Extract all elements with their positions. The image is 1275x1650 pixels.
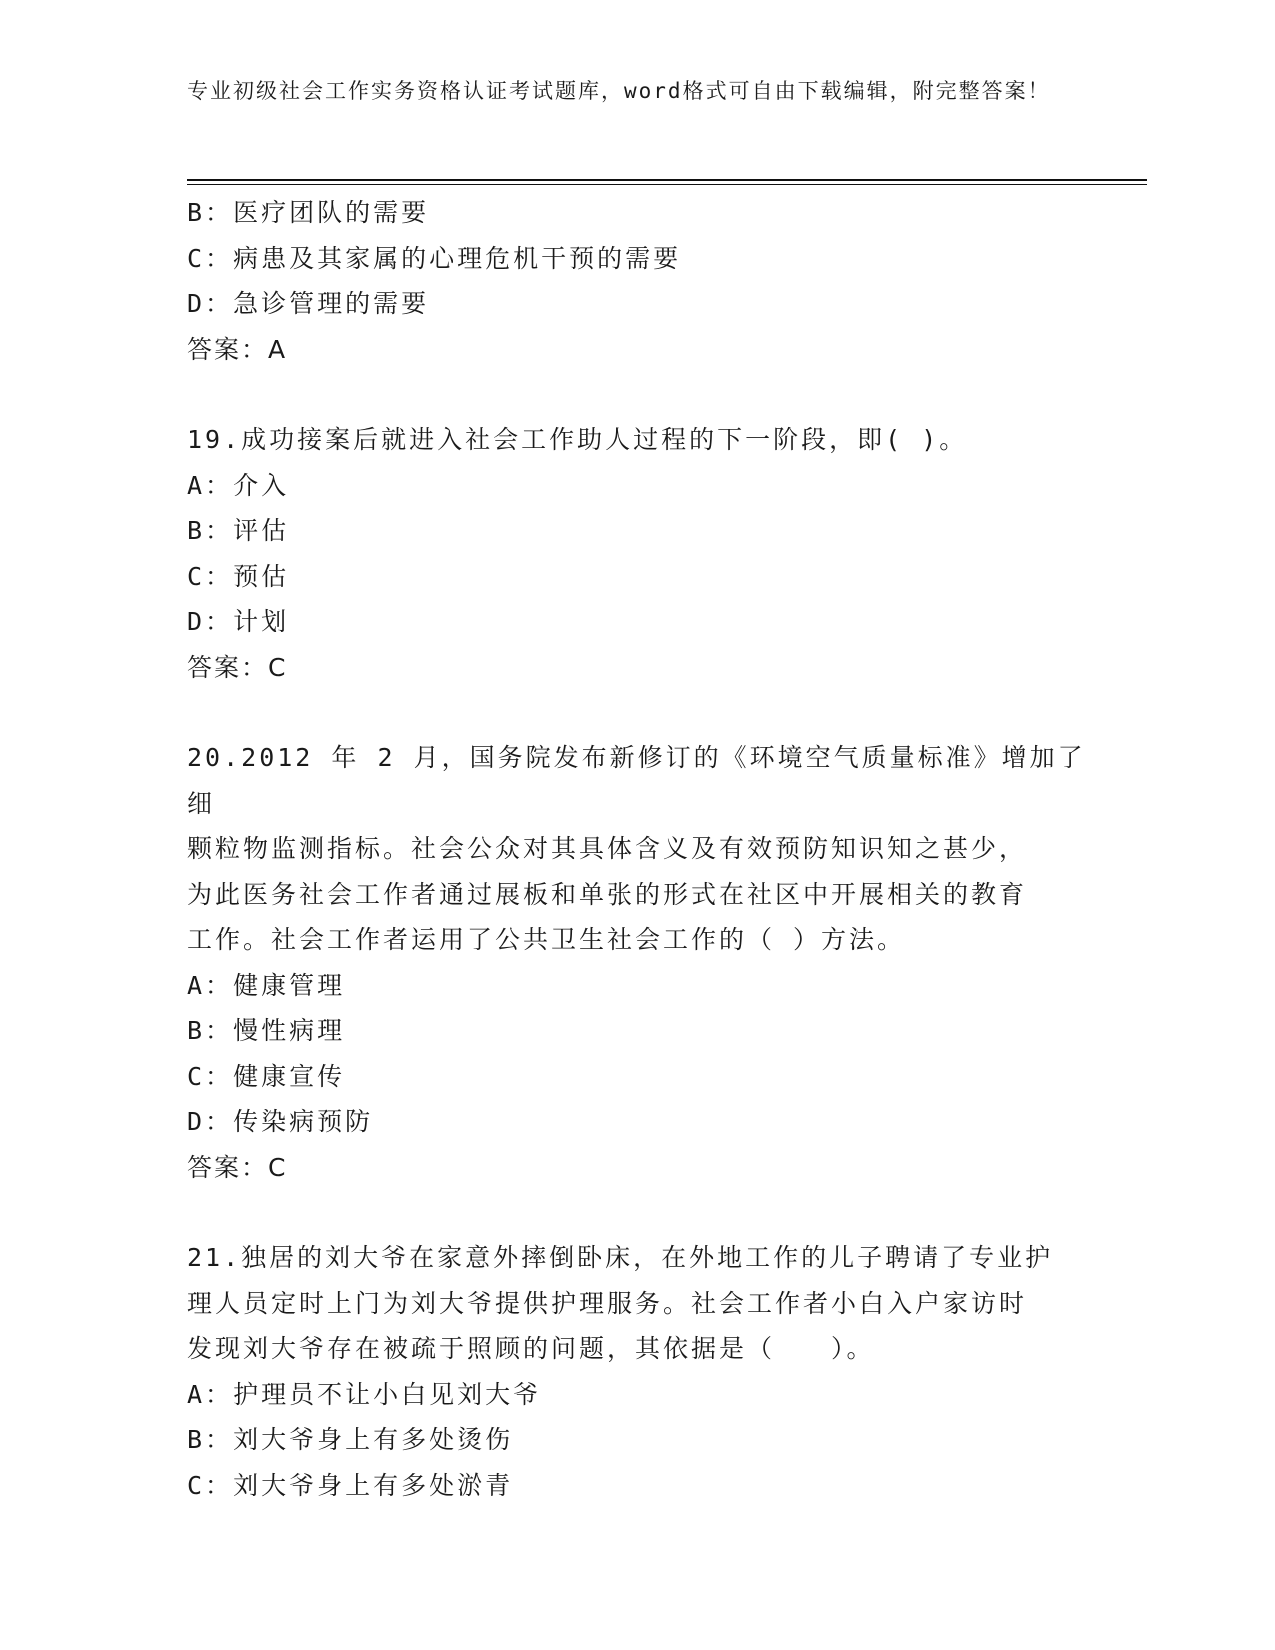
question-continued [187,190,1087,372]
spacer [187,372,1087,417]
option-b: B：评估 [187,516,290,545]
spacer [187,690,1087,735]
option-a: A：护理员不让小白见刘大爷 [187,1379,542,1409]
option-b: B：医疗团队的需要 [187,198,430,227]
stem-line: 发现刘大爷存在被疏于照顾的问题，其依据是（ ）。 [187,1334,875,1363]
stem-line: 21.独居的刘大爷在家意外摔倒卧床，在外地工作的儿子聘请了专业护 [187,1243,1054,1272]
question-19 [187,417,1087,690]
question-stem [187,1235,1087,1372]
stem-line: 工作。社会工作者运用了公共卫生社会工作的（ ）方法。 [187,925,906,954]
question-21 [187,1235,1087,1508]
option-c: C：预估 [187,561,290,591]
stem-line: 20.2012 年 2 月，国务院发布新修订的《环境空气质量标准》增加了细 [187,743,1086,818]
option-b: B：刘大爷身上有多处烫伤 [187,1425,514,1454]
option-c: C：刘大爷身上有多处淤青 [187,1470,514,1500]
document-body [187,190,1087,1508]
question-stem [187,735,1087,963]
header-rule-thin [187,184,1147,185]
stem-line: 为此医务社会工作者通过展板和单张的形式在社区中开展相关的教育 [187,879,1028,909]
stem-line: 颗粒物监测指标。社会公众对其具体含义及有效预防知识知之甚少， [187,834,1028,863]
option-d: D：急诊管理的需要 [187,289,430,318]
option-d: D：传染病预防 [187,1107,374,1136]
option-a: A：介入 [187,470,290,500]
answer-line: 答案：A [187,334,288,364]
option-c: C：病患及其家属的心理危机干预的需要 [187,243,682,273]
answer-line: 答案：C [187,1152,288,1182]
question-stem [187,417,1087,463]
header-rule-thick [187,179,1147,181]
stem-line: 理人员定时上门为刘大爷提供护理服务。社会工作者小白入户家访时 [187,1288,1028,1318]
answer-line: 答案：C [187,652,288,682]
option-d: D：计划 [187,607,290,636]
spacer [187,1190,1087,1235]
stem-line: 19.成功接案后就进入社会工作助人过程的下一阶段，即( )。 [187,425,968,454]
document-header: 专业初级社会工作实务资格认证考试题库，word格式可自由下载编辑，附完整答案！ [187,79,1051,103]
option-c: C：健康宣传 [187,1061,346,1091]
question-20 [187,735,1087,1190]
option-a: A：健康管理 [187,970,346,1000]
option-b: B：慢性病理 [187,1016,346,1045]
